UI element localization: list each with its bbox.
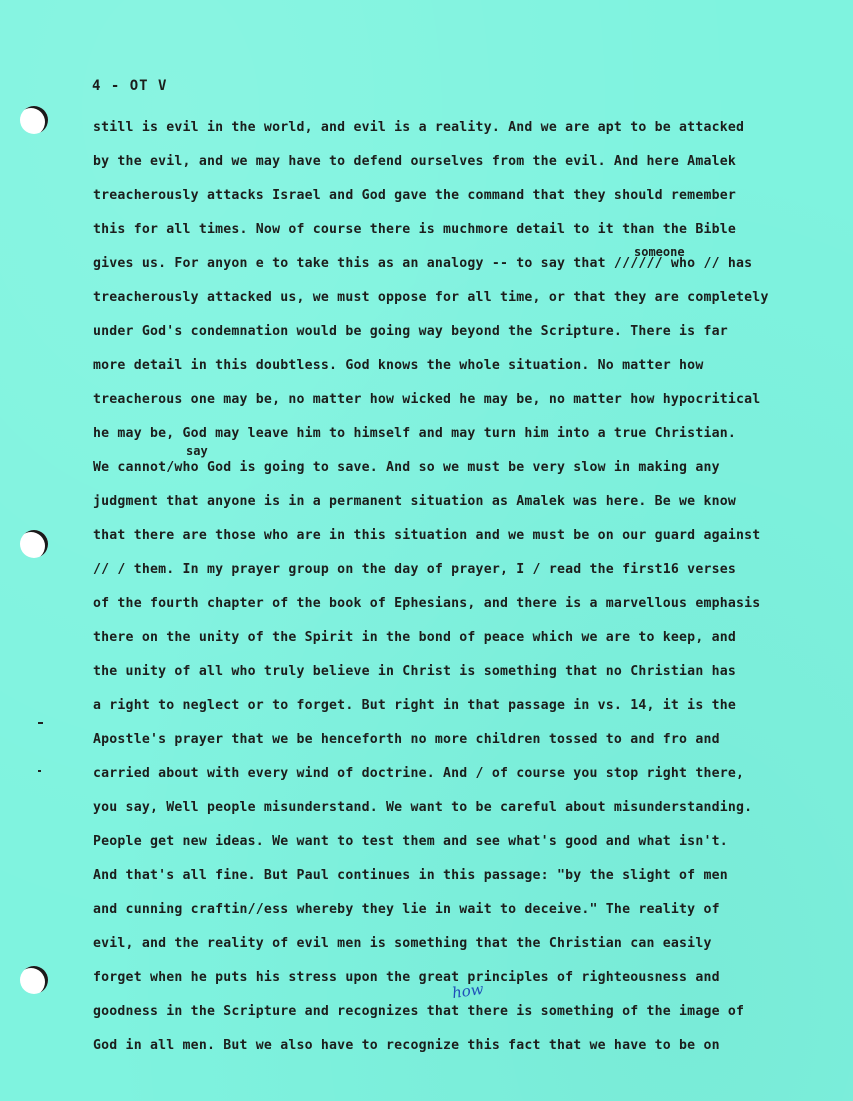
text-line: Apostle's prayer that we be henceforth no more children tossed to and fro and	[93, 732, 720, 747]
text-line: judgment that anyone is in a permanent situation as Amalek was here. Be we know	[93, 494, 737, 509]
text-line: carried about with every wind of doctrine. And / of course you stop right there,	[93, 766, 745, 781]
text-line: that there are those who are in this situation and we must be on our guard against	[93, 528, 761, 543]
text-line: still is evil in the world, and evil is a reality. And we are apt to be attacked	[93, 120, 745, 135]
text-line: this for all times. Now of course there is muchmore detail to it than the Bible	[93, 222, 737, 237]
text-line: treacherously attacked us, we must oppose for all time, or that they are completely	[93, 290, 769, 305]
margin-mark	[38, 722, 43, 724]
text-line: God in all men. But we also have to recognize this fact that we have to be on	[93, 1038, 720, 1053]
text-line: of the fourth chapter of the book of Ephesians, and there is a marvellous emphasis	[93, 596, 761, 611]
interlinear-insertion-say: say	[186, 444, 208, 458]
text-line: forget when he puts his stress upon the great principles of righteousness and	[93, 970, 720, 985]
text-line: and cunning craftin//ess whereby they lie in wait to deceive." The reality of	[93, 902, 720, 917]
handwritten-annotation: how	[450, 979, 485, 1003]
text-line: a right to neglect or to forget. But right in that passage in vs. 14, it is the	[93, 698, 737, 713]
text-line: he may be, God may leave him to himself and may turn him into a true Christian.	[93, 426, 737, 441]
punch-hole-middle	[20, 530, 48, 558]
text-line: there on the unity of the Spirit in the bond of peace which we are to keep, and	[93, 630, 737, 645]
interlinear-insertion-someone: someone	[634, 245, 685, 259]
text-line: People get new ideas. We want to test them and see what's good and what isn't.	[93, 834, 728, 849]
text-line: We cannot/who God is going to save. And so we must be very slow in making any	[93, 460, 720, 475]
page-header: 4 - OT V	[92, 78, 168, 94]
text-line: the unity of all who truly believe in Christ is something that no Christian has	[93, 664, 737, 679]
punch-hole-top	[20, 106, 48, 134]
text-line: treacherously attacks Israel and God gave the command that they should remember	[93, 188, 737, 203]
text-line: you say, Well people misunderstand. We want to be careful about misunderstanding.	[93, 800, 753, 815]
text-line: under God's condemnation would be going way beyond the Scripture. There is far	[93, 324, 728, 339]
text-line: treacherous one may be, no matter how wicked he may be, no matter how hypocritical	[93, 392, 761, 407]
text-line: more detail in this doubtless. God knows the whole situation. No matter how	[93, 358, 704, 373]
text-line: evil, and the reality of evil men is something that the Christian can easily	[93, 936, 712, 951]
margin-mark	[38, 770, 41, 772]
text-line: gives us. For anyon e to take this as an analogy -- to say that ////// who // has	[93, 256, 753, 271]
text-line: by the evil, and we may have to defend ourselves from the evil. And here Amalek	[93, 154, 737, 169]
punch-hole-bottom	[20, 966, 48, 994]
text-line: And that's all fine. But Paul continues in this passage: "by the slight of men	[93, 868, 728, 883]
text-line: goodness in the Scripture and recognizes that there is something of the image of	[93, 1004, 745, 1019]
text-line: // / them. In my prayer group on the day of prayer, I / read the first16 verses	[93, 562, 737, 577]
